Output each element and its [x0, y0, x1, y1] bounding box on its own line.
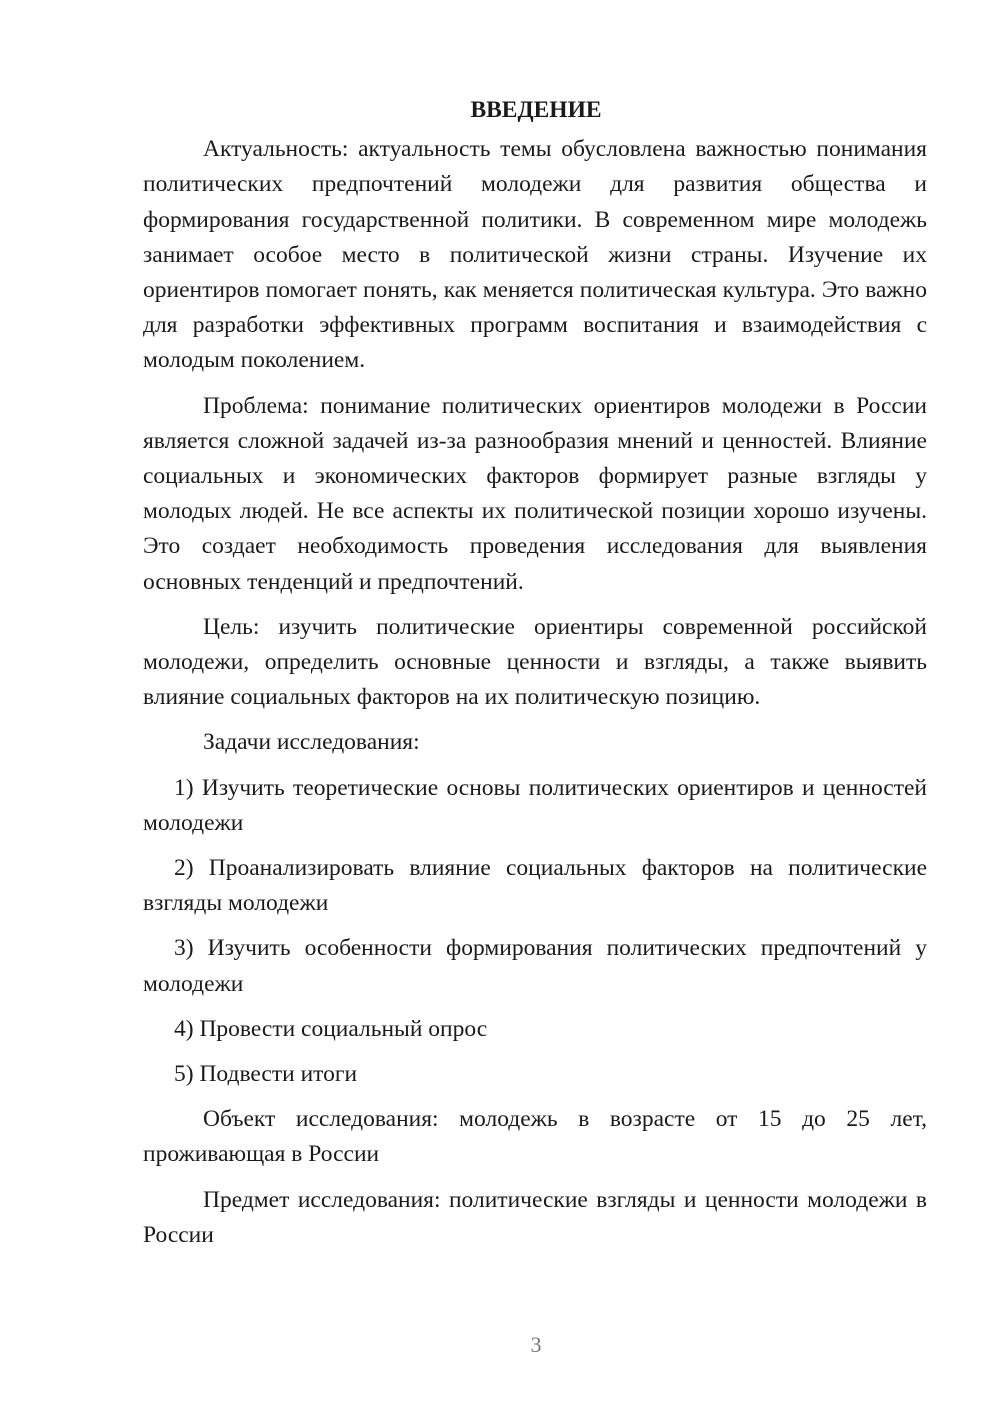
task-item-1: 1) Изучить теоретические основы политических ориентиров и ценностей молодежи: [143, 774, 927, 836]
task-item-4: 4) Провести социальный опрос: [174, 1015, 488, 1042]
section-title: ВВЕДЕНИЕ: [470, 97, 602, 123]
page-number: 3: [530, 1332, 542, 1357]
relevance-paragraph: Актуальность: актуальность темы обусловлена важностью понимания политических предпочтений молодежи для развития общества и формирования государственной политики. В современном мире молодежь занимает особое место в политической жизни страны. Изучение их ориентиров помогает понять, как меняется политическая культура. Это важно для разработки эффективных программ воспитания и взаимодействия с молодым поколением.: [143, 136, 927, 374]
task-item-3: 3) Изучить особенности формирования политических предпочтений у молодежи: [143, 935, 927, 997]
page-content: [143, 93, 927, 1263]
goal-paragraph: Цель: изучить политические ориентиры современной российской молодежи, определить основные ценности и взгляды, а также выявить влияние социальных факторов на их политическую позицию.: [143, 613, 927, 711]
subject-paragraph: Предмет исследования: политические взгляды и ценности молодежи в России: [143, 1186, 927, 1248]
object-paragraph: Объект исследования: молодежь в возрасте от 15 до 25 лет, проживающая в России: [143, 1106, 927, 1168]
tasks-heading: Задачи исследования:: [203, 729, 420, 756]
problem-paragraph: Проблема: понимание политических ориентиров молодежи в России является сложной задачей из-за разнообразия мнений и ценностей. Влияние социальных и экономических факторов формирует разные взгляды у молодых людей. Не все аспекты их политической позиции хорошо изучены. Это создает необходимость проведения исследования для выявления основных тенденций и предпочтений.: [143, 392, 927, 595]
task-item-5: 5) Подвести итоги: [174, 1061, 358, 1088]
task-item-2: 2) Проанализировать влияние социальных факторов на политические взгляды молодежи: [143, 855, 927, 917]
